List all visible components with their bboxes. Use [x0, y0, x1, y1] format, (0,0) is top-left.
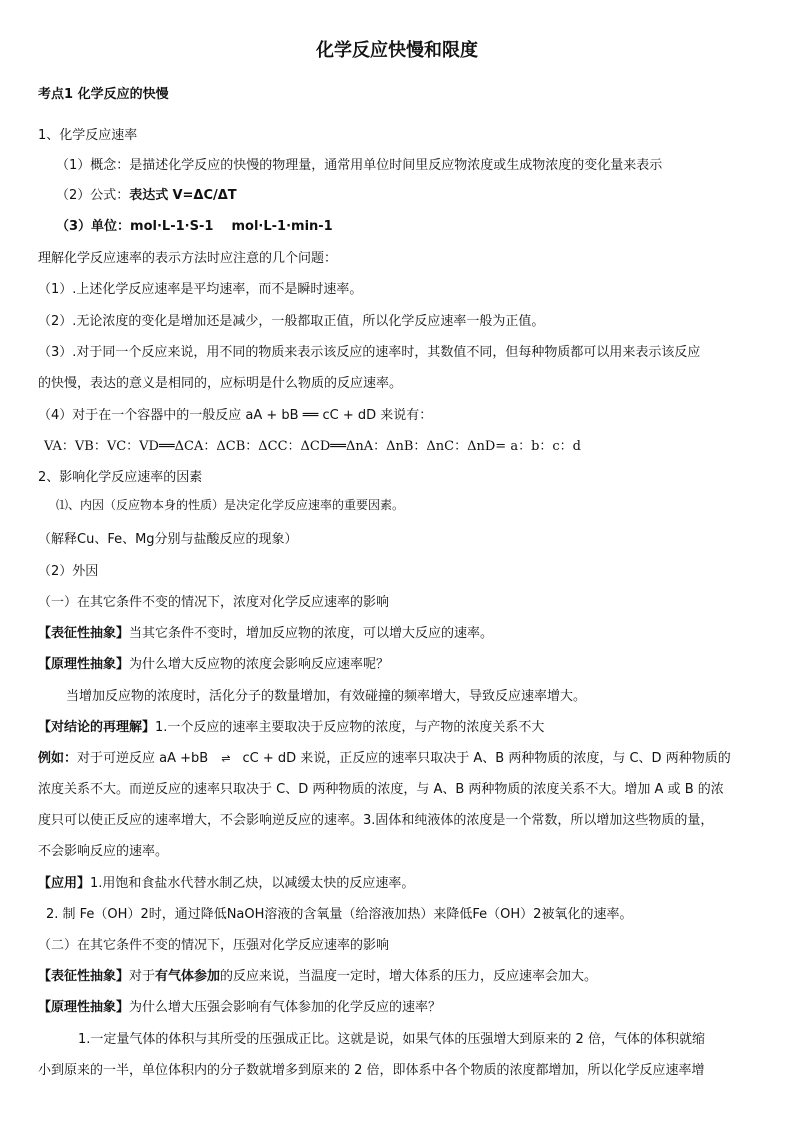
label: 例如：	[38, 751, 78, 766]
label: 【应用】	[38, 876, 91, 891]
paragraph: （1）概念：是描述化学反应的快慢的物理量，通常用单位时间里反应物浓度或生成物浓度的变化量来表示	[56, 158, 663, 173]
paragraph: 理解化学反应速率的表示方法时应注意的几个问题：	[38, 251, 338, 266]
paragraph: 当增加反应物的浓度时，活化分子的数量增加，有效碰撞的频率增大，导致反应速率增大。	[66, 689, 587, 704]
paragraph: 不会影响反应的速率。	[38, 844, 169, 859]
paragraph: ⑴、内因（反应物本身的性质）是决定化学反应速率的重要因素。	[56, 498, 405, 512]
paragraph	[38, 747, 731, 766]
paragraph: 度只可以使正反应的速率增大，不会影响逆反应的速率。3.固体和纯液体的浓度是一个常数，所以增加这些物质的量，	[38, 813, 714, 828]
page-title: 化学反应快慢和限度	[316, 40, 478, 61]
reversible-arrow-icon: ⇌	[221, 752, 230, 765]
label: 【原理性抽象】	[38, 1000, 130, 1015]
bold-text: 表达式	[129, 188, 169, 203]
formula: V=ΔC/ΔT	[172, 188, 237, 203]
paragraph: （4）对于在一个容器中的一般反应 aA + bB ══ cC + dD 来说有：	[38, 408, 433, 423]
paragraph: （3）.对于同一个反应来说，用不同的物质来表示该反应的速率时，其数值不同，但每种物质都可以用来表示该反应	[38, 345, 701, 360]
label: （3）单位：	[56, 219, 131, 234]
paragraph: （一）在其它条件不变的情况下，浓度对化学反应速率的影响	[38, 595, 390, 610]
paragraph: （解释Cu、Fe、Mg分别与盐酸反应的现象）	[38, 532, 298, 547]
section-heading: 考点1 化学反应的快慢	[38, 87, 169, 102]
paragraph: 小到原来的一半，单位体积内的分子数就增多到原来的 2 倍，即体系中各个物质的浓度都增加，所以化学反应速率增	[38, 1063, 705, 1078]
paragraph	[38, 653, 389, 672]
text: 为什么增大压强会影响有气体参加的化学反应的速率？	[129, 1000, 442, 1015]
paragraph: 2. 制 Fe（OH）2时，通过降低NaOH溶液的含氧量（给溶液加热）来降低Fe（OH）2被氧化的速率。	[46, 907, 633, 922]
label: 【对结论的再理解】	[38, 720, 156, 735]
paragraph	[38, 622, 493, 641]
text: 对于	[129, 969, 156, 984]
unit: mol·L-1·S-1	[130, 219, 214, 234]
ratio-formula: VA：VB：VC：VD══ΔCA：ΔCB：ΔCC：ΔCD══ΔnA：ΔnB：ΔnC：ΔnD= a：b：c：d	[44, 439, 581, 454]
paragraph: 1、化学反应速率	[38, 128, 138, 143]
paragraph: （1）.上述化学反应速率是平均速率，而不是瞬时速率。	[38, 282, 363, 297]
paragraph: 的快慢，表达的意义是相同的，应标明是什么物质的反应速率。	[38, 376, 403, 391]
label: （2）公式：	[56, 188, 130, 203]
paragraph	[38, 872, 414, 891]
label: 【表征性抽象】	[38, 626, 130, 641]
label: 【原理性抽象】	[38, 657, 130, 672]
text: 的反应来说，当温度一定时，增大体系的压力，反应速率会加大。	[220, 969, 598, 984]
paragraph	[38, 996, 441, 1015]
unit: mol·L-1·min-1	[231, 219, 333, 234]
text: 1.用饱和食盐水代替水制乙炔，以减缓太快的反应速率。	[90, 876, 415, 891]
paragraph: 1.一定量气体的体积与其所受的压强成正比。这就是说，如果气体的压强增大到原来的 2 倍，气体的体积就缩	[78, 1032, 705, 1047]
paragraph: （二）在其它条件不变的情况下，压强对化学反应速率的影响	[38, 938, 390, 953]
label: 【表征性抽象】	[38, 969, 130, 984]
paragraph	[56, 215, 333, 234]
paragraph: 2、影响化学反应速率的因素	[38, 470, 203, 485]
paragraph: （2）.无论浓度的变化是增加还是减少，一般都取正值，所以化学反应速率一般为正值。	[38, 314, 545, 329]
paragraph	[38, 965, 597, 984]
text: 1.一个反应的速率主要取决于反应物的浓度，与产物的浓度关系不大	[155, 720, 545, 735]
text: 对于可逆反应 aA +bB	[77, 751, 209, 766]
paragraph	[56, 184, 237, 203]
paragraph: （2）外因	[38, 564, 99, 579]
paragraph: 浓度关系不大。而逆反应的速率只取决于 C、D 两种物质的浓度，与 A、B 两种物质的浓度关系不大。增加 A 或 B 的浓	[38, 782, 724, 797]
text: 为什么增大反应物的浓度会影响反应速率呢？	[129, 657, 390, 672]
text: 当其它条件不变时，增加反应物的浓度，可以增大反应的速率。	[129, 626, 494, 641]
paragraph	[38, 716, 544, 735]
text: cC + dD 来说，正反应的速率只取决于 A、B 两种物质的浓度，与 C、D 两种物质的	[242, 751, 731, 766]
bold-text: 有气体参加	[155, 969, 221, 984]
